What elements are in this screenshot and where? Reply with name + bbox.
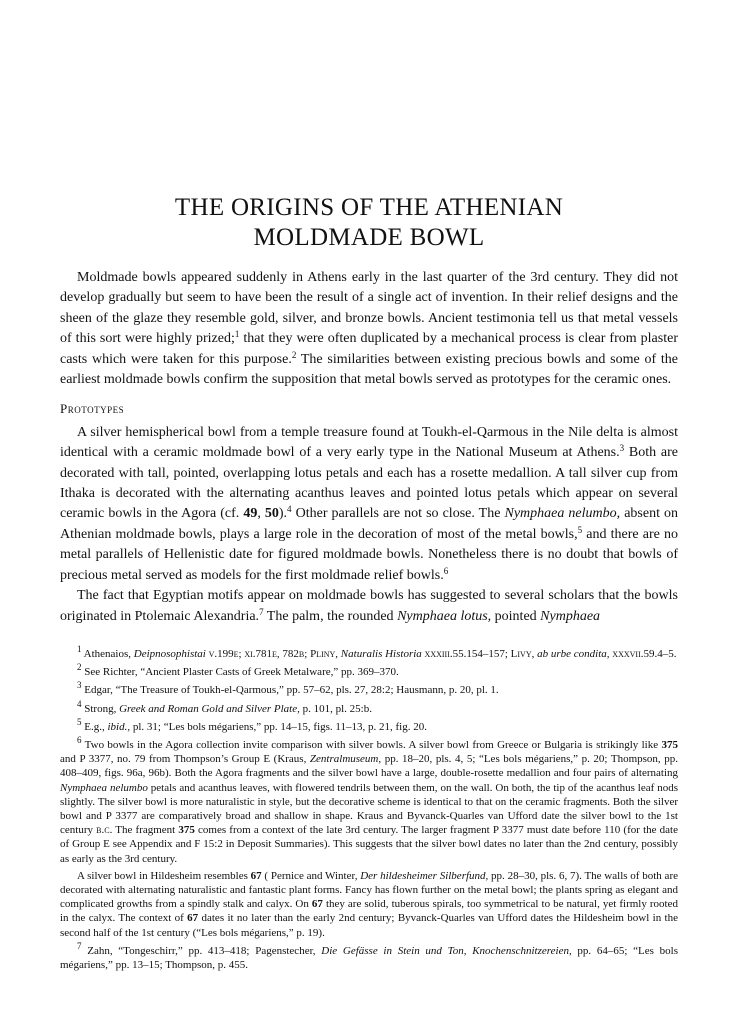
footnote-ref[interactable]: 6	[443, 565, 449, 576]
footnote-ref[interactable]: 1	[234, 329, 240, 340]
footnote-7: $^7$ Zahn, “Tongeschirr,” pp. 413–418; Pagenstecher, Die Gefässe in Stein und Ton, Knochenschnitzereien, pp. 64–65; “Les bols mégariens,” pp. 13–15; Thompson, p. 455.	[60, 940, 678, 972]
footnote-4: $^4$ Strong, Greek and Roman Gold and Silver Plate, p. 101, pl. 25:b.	[77, 698, 372, 715]
footnote-6: $^6$ Two bowls in the Agora collection invite comparison with silver bowls. A silver bowl from Greece or Bulgaria is strikingly like 375 and P 3377, no. 79 from Thompson’s Group E (Kraus, Zentralmuseum, pp. 18–20, pls. 4, 5; “Les bols mégariens,” p. 20; Thompson, pp. 408–409, figs. 96a, 96b). Both the Agora fragments and the silver bowl have a large, double-rosette medallion and four pairs of alternating Nymphaea nelumbo petals and acanthus leaves, with flowered tendrils between them, on the wall. On both, the tip of the acanthus leaf nods slightly. The silver bowl is more naturalistic in style, but the decorative scheme is identical to that on the ceramic fragments. Both the silver bowl and P 3377 are comparatively broad and shallow in shape. Kraus and Byvanck-Quarles van Ufford date the silver bowl to the 1st century b.c. The fragment 375 comes from a context of the late 3rd century. The larger fragment P 3377 must date before 110 (for the date of Group E see Appendix and F 15:2 in Deposit Summaries). This suggests that the silver bowl dates no later than the 2nd century, possibly as early as the 3rd century.	[60, 735, 678, 865]
title-line-1: THE ORIGINS OF THE ATHENIAN	[174, 194, 564, 221]
footnotes	[60, 644, 678, 976]
prototypes-paragraph-1: A silver hemispherical bowl from a temple treasure found at Toukh-el-Qarmous in the Nile delta is almost identical with a ceramic moldmade bowl of a very early type in the National Museum at Athens.$^3$ Both are decorated with tall, pointed, overlapping lotus petals and each has a rosette medallion. A tall silver cup from Ithaka is decorated with the alternating acanthus leaves and pointed lotus petals which appear on several ceramic bowls in the Agora (cf. 49, 50).$^4$ Other parallels are not so close. The Nymphaea nelumbo, absent on Athenian moldmade bowls, plays a large role in the decoration of most of the metal bowls,$^5$ and there are no metal parallels of Hellenistic date for figured moldmade bowls. Nonetheless there is no doubt that bowls of precious metal served as models for the first moldmade relief bowls.$^6$	[60, 424, 679, 583]
intro-paragraph: Moldmade bowls appeared suddenly in Athens early in the last quarter of the 3rd century. They did not develop gradually but seem to have been the result of a single act of invention. In their relief designs and the sheen of the glaze they resemble gold, silver, and bronze bowls. Ancient testimonia tell us that metal vessels of this sort were highly prized;$^1$ that they were often duplicated by a mechanical process is clear from plaster casts which were taken for this purpose.$^2$ The similarities between existing precious bowls and some of the earliest moldmade bowls confirm the supposition that metal bowls served as prototypes for the ceramic ones.	[60, 270, 679, 388]
footnote-ref[interactable]: 7	[259, 606, 264, 617]
footnote-3: $^3$ Edgar, “The Treasure of Toukh-el-Qarmous,” pp. 57–62, pls. 27, 28:2; Hausmann, p. 20, pl. 1.	[77, 680, 499, 697]
prototypes-paragraph-2: The fact that Egyptian motifs appear on moldmade bowls has suggested to several scholars that the bowls originated in Ptolemaic Alexandria.$^7$ The palm, the rounded Nymphaea lotus, pointed Nymphaea	[60, 588, 678, 624]
section-heading: Prototypes	[60, 401, 125, 417]
footnote-1: $^1$ Athenaios, Deipnosophistai v.199e; xi.781e, 782b; Pliny, Naturalis Historia xxxiii.55.154–157; Livy, ab urbe condita, xxxvii.59.4–5.	[77, 644, 677, 660]
catalogue-ref: 49	[243, 506, 258, 522]
page-title	[60, 193, 678, 253]
footnote-6-continued: A silver bowl in Hildesheim resembles 67 ( Pernice and Winter, Der hildesheimer Silberfund, pp. 28–30, pls. 6, 7). The walls of both are decorated with alternating naturalistic and fantastic plant forms. Fancy has flown further on the metal bowl; the plants spring as elegant and complicated growths from a spindly stalk and calyx. On 67 they are solid, tuberous spirals, too symmetrical to be natural, yet firmly rooted in the calyx. The context of 67 dates it no later than the early 2nd century; Byvanck-Quarles van Ufford dates the Hildesheim bowl in the second half of the 1st century (“Les bols mégariens,” p. 19).	[60, 869, 678, 939]
catalogue-ref: 50	[264, 506, 279, 522]
footnote-ref[interactable]: 2	[291, 349, 297, 360]
title-line-2: MOLDMADE BOWL	[253, 224, 485, 251]
footnote-2: $^2$ See Richter, “Ancient Plaster Casts of Greek Metalware,” pp. 369–370.	[77, 662, 399, 679]
main-text	[60, 268, 678, 627]
footnote-ref[interactable]: 4	[287, 504, 292, 515]
footnote-ref[interactable]: 3	[619, 443, 625, 454]
footnote-ref[interactable]: 5	[577, 524, 583, 535]
footnote-5: $^5$ E.g., ibid., pl. 31; “Les bols mégariens,” pp. 14–15, figs. 11–13, p. 21, fig. 20.	[77, 716, 427, 733]
